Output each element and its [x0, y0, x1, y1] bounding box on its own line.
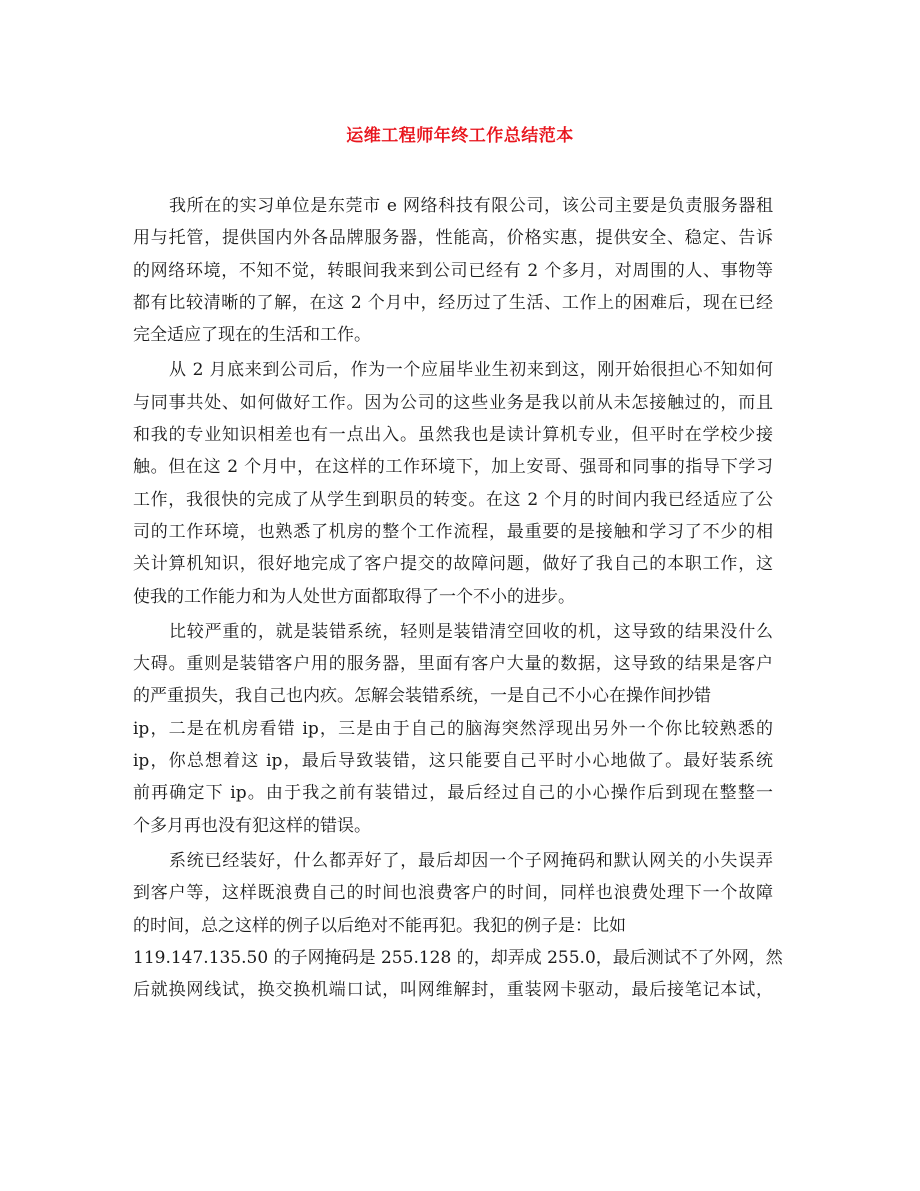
text-line: 使我的工作能力和为人处世方面都取得了一个不小的进步。	[133, 586, 575, 607]
text-line: 用与托管，提供国内外各品牌服务器，性能高，价格实惠，提供安全、稳定、告诉	[133, 228, 773, 249]
text-line: 和我的专业知识相差也有一点出入。虽然我也是读计算机专业，但平时在学校少接	[133, 425, 773, 446]
text-line: 系统已经装好，什么都弄好了，最后却因一个子网掩码和默认网关的小失误弄	[169, 850, 773, 871]
text-line: ip，二是在机房看错 ip，三是由于自己的脑海突然浮现出另外一个你比较熟悉的	[133, 718, 773, 739]
text-line: 工作，我很快的完成了从学生到职员的转变。在这 2 个月的时间内我已经适应了公	[133, 489, 773, 510]
text-line: 从 2 月底来到公司后，作为一个应届毕业生初来到这，刚开始很担心不知如何	[169, 360, 773, 381]
text-line: 比较严重的，就是装错系统，轻则是装错清空回收的机，这导致的结果没什么	[169, 621, 773, 642]
text-line: 的严重损失，我自己也内疚。怎解会装错系统，一是自己不小心在操作间抄错	[133, 686, 711, 707]
text-line: 完全适应了现在的生活和工作。	[133, 325, 371, 346]
paragraph	[133, 354, 773, 612]
paragraph	[133, 616, 773, 842]
paragraph	[133, 845, 783, 1006]
text-line: 的网络环境，不知不觉，转眼间我来到公司已经有 2 个多月，对周围的人、事物等	[133, 260, 773, 281]
text-line: 关计算机知识，很好地完成了客户提交的故障问题，做好了我自己的本职工作，这	[133, 554, 773, 575]
document-title: 运维工程师年终工作总结范本	[346, 126, 574, 146]
text-line: 大碍。重则是装错客户用的服务器，里面有客户大量的数据，这导致的结果是客户	[133, 654, 773, 675]
text-line: 都有比较清晰的了解，在这 2 个月中，经历过了生活、工作上的困难后，现在已经	[133, 292, 773, 313]
text-line: 触。但在这 2 个月中，在这样的工作环境下，加上安哥、强哥和同事的指导下学习	[133, 457, 773, 478]
text-line: 119.147.135.50 的子网掩码是 255.128 的，却弄成 255.0，最后测试不了外网，然	[133, 947, 783, 968]
document-body	[133, 190, 783, 1006]
text-line: 司的工作环境，也熟悉了机房的整个工作流程，最重要的是接触和学习了不少的相	[133, 521, 773, 542]
text-line: 我所在的实习单位是东莞市 e 网络科技有限公司，该公司主要是负责服务器租	[169, 196, 773, 216]
text-line: 到客户等，这样既浪费自己的时间也浪费客户的时间，同样也浪费处理下一个故障	[133, 883, 773, 904]
text-line: 前再确定下 ip。由于我之前有装错过，最后经过自己的小心操作后到现在整整一	[133, 783, 773, 804]
text-line: 个多月再也没有犯这样的错误。	[133, 815, 371, 836]
text-line: ip，你总想着这 ip，最后导致装错，这只能要自己平时小心地做了。最好装系统	[133, 751, 773, 772]
text-line: 后就换网线试，换交换机端口试，叫网维解封，重装网卡驱动，最后接笔记本试，	[133, 980, 773, 1001]
text-line: 与同事共处、如何做好工作。因为公司的这些业务是我以前从未怎接触过的，而且	[133, 392, 773, 413]
text-line: 的时间，总之这样的例子以后绝对不能再犯。我犯的例子是：比如	[133, 915, 626, 936]
paragraph	[133, 190, 773, 351]
